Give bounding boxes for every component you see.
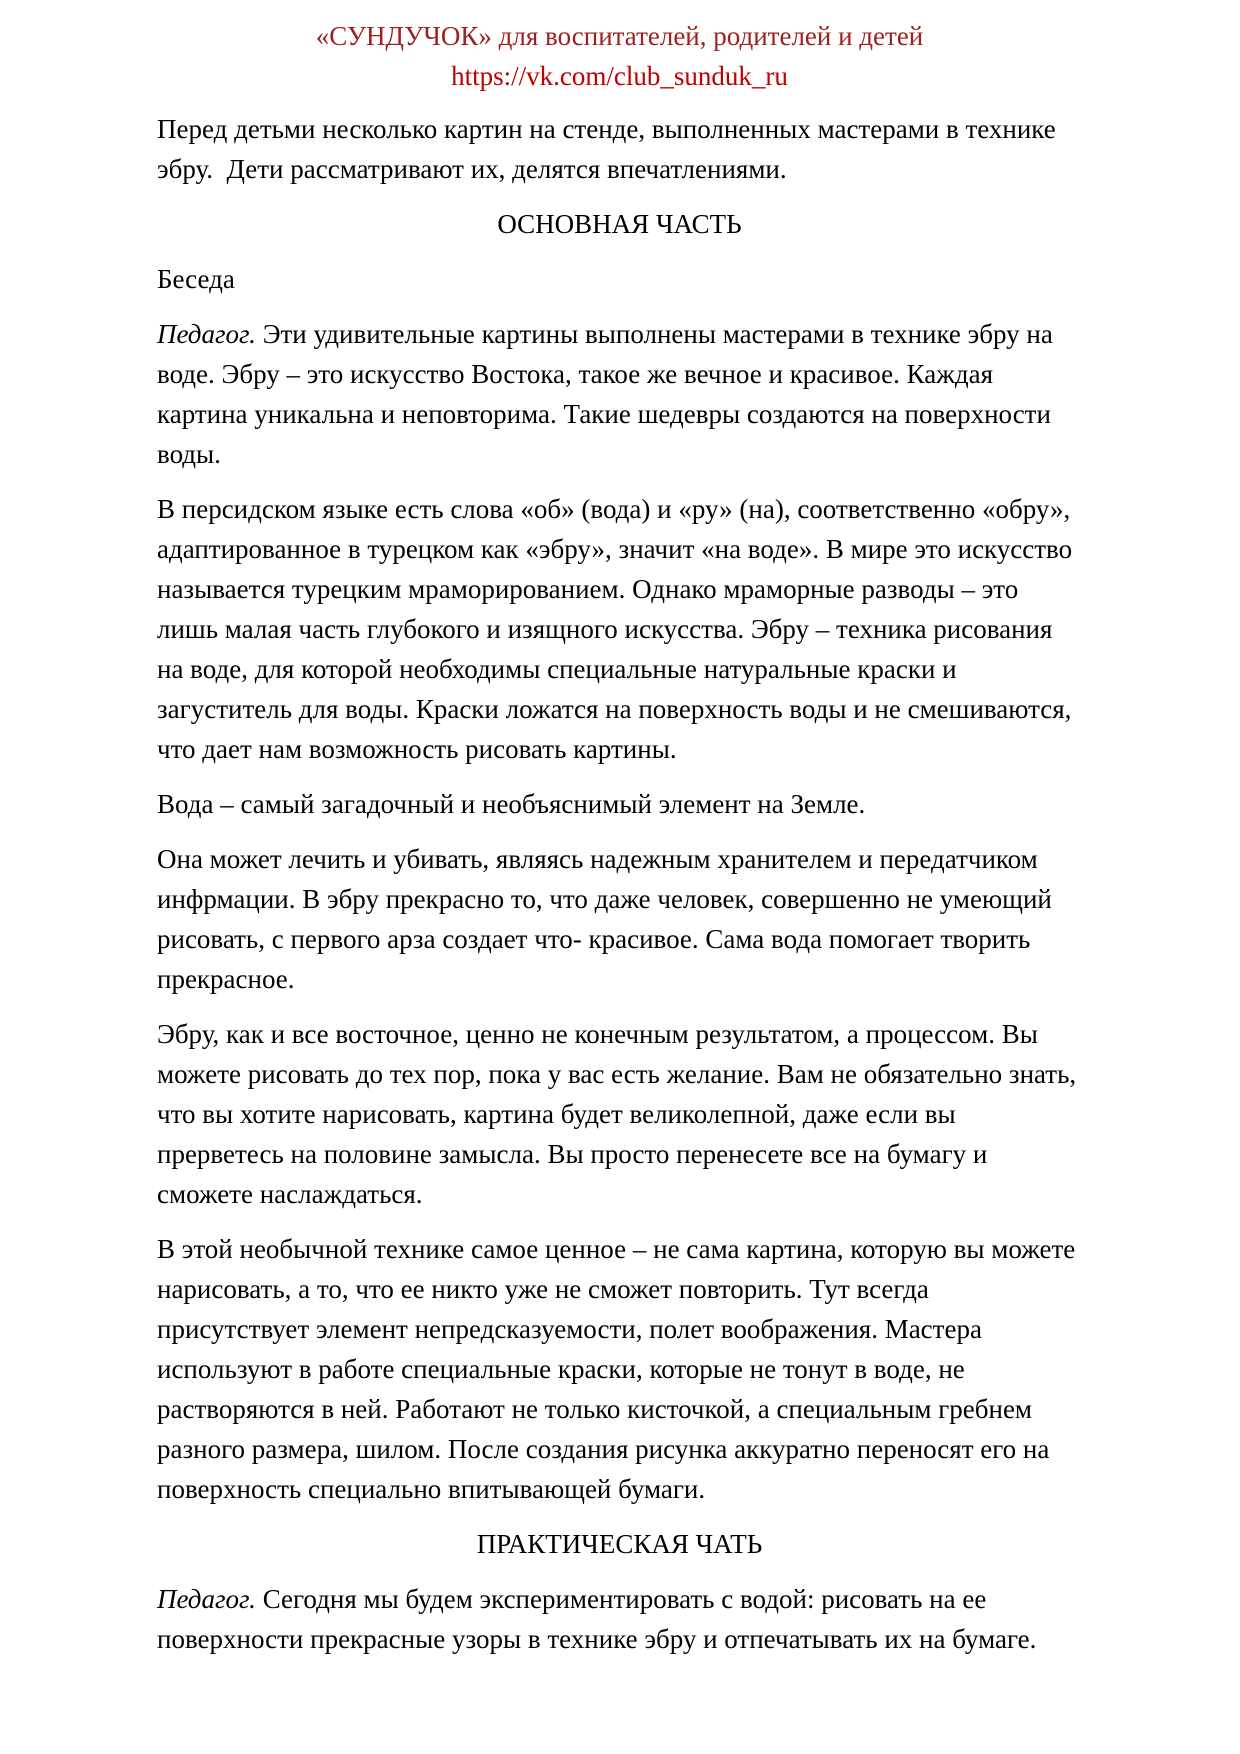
section-heading-practical: ПРАКТИЧЕСКАЯ ЧАТЬ [476, 1529, 763, 1559]
teacher-2-speech: Сегодня мы будем экспериментировать с водой: рисовать на ее поверхности прекрасные узоры в технике эбру и отпечатывать их на бумаге. [157, 1584, 1037, 1654]
header-url-link[interactable]: https://vk.com/club_sunduk_ru [451, 61, 788, 91]
paragraph-persian-origin: В персидском языке есть слова «об» (вода) и «ру» (на), соответственно «обру», адаптированное в турецком как «эбру», значит «на воде». В мире это искусство называется турецким мраморированием. Однако мраморные разводы – это лишь малая часть глубокого и изящного искусства. Эбру – техника рисования на воде, для которой необходимы специальные натуральные краски и загуститель для воды. Краски ложатся на поверхность воды и не смешиваются, что дает нам возможность рисовать картины. [157, 494, 1079, 764]
document-header [157, 16, 1082, 96]
paragraph-water-heals: Она может лечить и убивать, являясь надежным хранителем и передатчиком инфрмации. В эбру прекрасно то, что даже человек, совершенно не умеющий рисовать, с первого арза создает что- красивое. Сама вода помогает творить прекрасное. [157, 844, 1059, 994]
teacher-1-speech: Эти удивительные картины выполнены мастерами в технике эбру на воде. Эбру – это искусство Востока, такое же вечное и красивое. Каждая картина уникальна и неповторима. Такие шедевры создаются на поверхности воды. [157, 319, 1060, 469]
paragraph-water-element: Вода – самый загадочный и необъяснимый элемент на Земле. [157, 789, 866, 819]
paragraph-intro: Перед детьми несколько картин на стенде, выполненных мастерами в технике эбру. Дети рассматривают их, делятся впечатлениями. [157, 114, 1063, 184]
document-body [157, 109, 1082, 1659]
paragraph-teacher-2 [157, 1579, 1082, 1659]
paragraph-ebru-unique: В этой необычной технике самое ценное – не сама картина, которую вы можете нарисовать, а то, что ее никто уже не сможет повторить. Тут всегда присутствует элемент непредсказуемости, полет воображения. Мастера используют в работе специальные краски, которые не тонут в воде, не растворяются в ней. Работают не только кисточкой, а специальным гребнем разного размера, шилом. После создания рисунка аккуратно переносят его на поверхность специально впитывающей бумаги. [157, 1234, 1083, 1504]
teacher-speaker-label: Педагог. [157, 1584, 256, 1614]
paragraph-teacher-1 [157, 314, 1082, 474]
paragraph-ebru-process: Эбру, как и все восточное, ценно не конечным результатом, а процессом. Вы можете рисовать до тех пор, пока у вас есть желание. Вам не обязательно знать, что вы хотите нарисовать, картина будет великолепной, даже если вы прерветесь на половине замысла. Вы просто перенесете все на бумагу и сможете наслаждаться. [157, 1019, 1083, 1209]
section-heading-main: ОСНОВНАЯ ЧАСТЬ [497, 209, 742, 239]
header-title: «СУНДУЧОК» для воспитателей, родителей и детей [315, 21, 924, 51]
subheading-conversation: Беседа [157, 264, 235, 294]
teacher-speaker-label: Педагог. [157, 319, 256, 349]
